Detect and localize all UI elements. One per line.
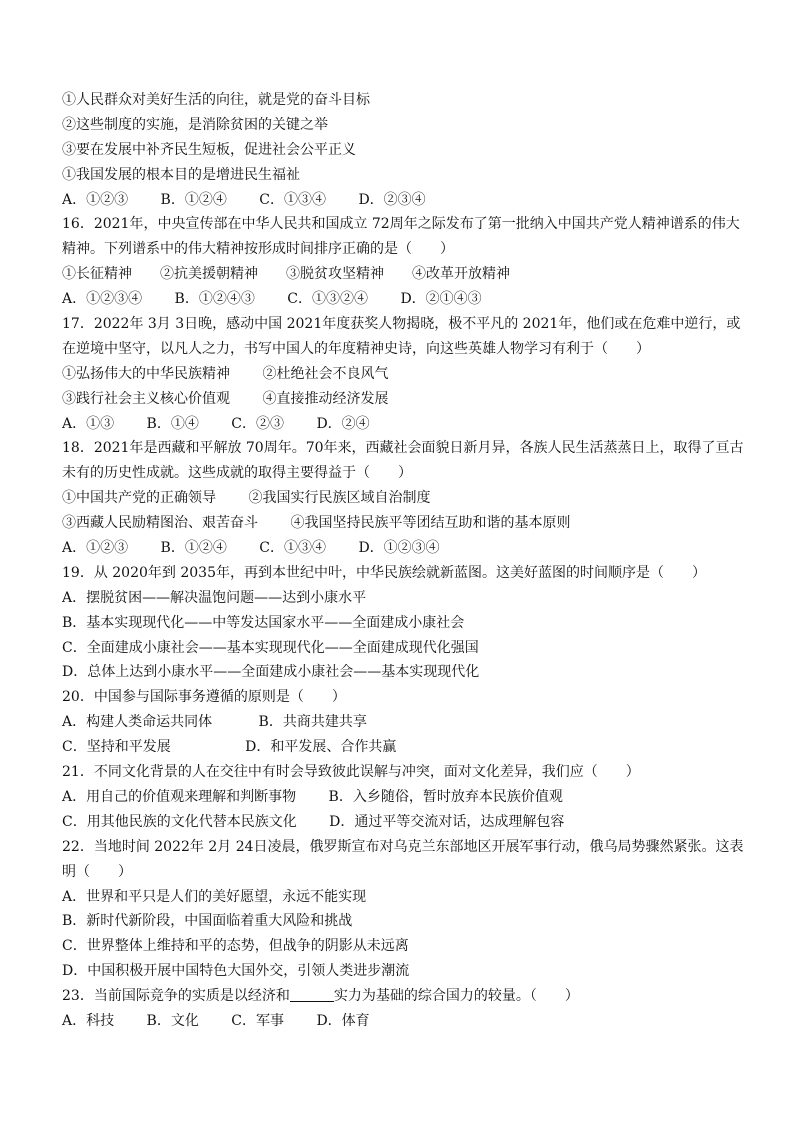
question-18-stem: 18．2021年是西藏和平解放 70周年。70年来，西藏社会面貌日新月异，各族人民生活蒸蒸日上，取得了亘古 [62, 440, 744, 457]
question-16-stem: 精神。下列谱系中的伟大精神按形成时间排序正确的是（ ） [62, 241, 454, 258]
answer-choices: A．①②③ B．①②④ C．①③④ D．②③④ [62, 191, 426, 208]
answer-choices: C．用其他民族的文化代替本民族文化 D．通过平等交流对话，达成理解包容 [62, 813, 565, 830]
answer-choice: C．世界整体上维持和平的态势，但战争的阴影从未远离 [62, 938, 409, 955]
question-19-stem: 19．从 2020年到 2035年，再到本世纪中叶，中华民族绘就新蓝图。这美好蓝图的时间顺序是（ ） [62, 564, 706, 581]
option-line: ①人民群众对美好生活的向往，就是党的奋斗目标 [62, 92, 370, 108]
answer-choices: A．①②③ B．①②④ C．①③④ D．①②③④ [62, 540, 440, 557]
option-line: ①弘扬伟大的中华民族精神 ②杜绝社会不良风气 [62, 365, 389, 382]
answer-choice: C．全面建成小康社会——基本实现现代化——全面建成现代化强国 [62, 639, 479, 656]
answer-choice: B．基本实现现代化——中等发达国家水平——全面建成小康社会 [62, 614, 465, 631]
answer-choice: D．总体上达到小康水平——全面建成小康社会——基本实现现代化 [62, 664, 480, 681]
question-22-stem: 明（ ） [62, 863, 132, 880]
question-16-stem: 16．2021年，中央宣传部在中华人民共和国成立 72周年之际发布了第一批纳入中国共产党人精神谱系的伟大 [62, 216, 740, 233]
answer-choices: A．构建人类命运共同体 B．共商共建共享 [62, 714, 367, 731]
question-23-stem [62, 984, 742, 1009]
question-content [62, 88, 742, 1034]
answer-choices: A．用自己的价值观来理解和判断事物 B．入乡随俗，暂时放弃本民族价值观 [62, 788, 563, 805]
option-line: ①我国发展的根本目的是增进民生福祉 [62, 166, 300, 183]
option-line: ③践行社会主义核心价值观 ④直接推动经济发展 [62, 390, 389, 407]
answer-choices: A．①②③④ B．①②④③ C．①③②④ D．②①④③ [62, 291, 482, 308]
answer-choices: A．科技 B．文化 C．军事 D．体育 [62, 1012, 370, 1029]
question-17-stem: 17．2022年 3月 3日晚，感动中国 2021年度获奖人物揭晓，极不平凡的 2021年，他们或在危难中逆行，或 [62, 316, 741, 333]
question-17-stem: 在逆境中坚守，以凡人之力，书写中国人的年度精神史诗，向这些英雄人物学习有利于（ ） [62, 340, 650, 357]
question-21-stem: 21．不同文化背景的人在交往中有时会导致彼此误解与冲突，面对文化差异，我们应（ ） [62, 764, 640, 781]
option-line: ①中国共产党的正确领导 ②我国实行民族区域自治制度 [62, 490, 431, 507]
fill-in-blank [290, 987, 334, 1002]
question-20-stem: 20．中国参与国际事务遵循的原则是（ ） [62, 689, 346, 706]
question-23-text-after: 实力为基础的综合国力的较量。（ ） [333, 988, 579, 1005]
option-line: ②这些制度的实施，是消除贫困的关键之举 [62, 116, 328, 133]
answer-choice: B．新时代新阶段，中国面临着重大风险和挑战 [62, 913, 353, 930]
answer-choice: A．摆脱贫困——解决温饱问题——达到小康水平 [62, 589, 367, 606]
answer-choices: C．坚持和平发展 D．和平发展、合作共赢 [62, 739, 397, 756]
answer-choices: A．①③ B．①④ C．②③ D．②④ [62, 415, 370, 432]
answer-choice: D．中国积极开展中国特色大国外交，引领人类进步潮流 [62, 963, 410, 980]
question-23-text-before: 23．当前国际竞争的实质是以经济和 [62, 988, 290, 1005]
option-line: ①长征精神 ②抗美援朝精神 ③脱贫攻坚精神 ④改革开放精神 [62, 266, 510, 283]
question-18-stem: 未有的历史性成就。这些成就的取得主要得益于（ ） [62, 465, 412, 482]
option-line: ③要在发展中补齐民生短板，促进社会公平正义 [62, 141, 356, 158]
answer-choice: A．世界和平只是人们的美好愿望，永远不能实现 [62, 888, 367, 905]
option-line: ③西藏人民励精图治、艰苦奋斗 ④我国坚持民族平等团结互助和谐的基本原则 [62, 515, 571, 532]
question-22-stem: 22．当地时间 2022年 2月 24日凌晨，俄罗斯宣布对乌克兰东部地区开展军事行动，俄乌局势骤然紧张。这表 [62, 838, 744, 855]
